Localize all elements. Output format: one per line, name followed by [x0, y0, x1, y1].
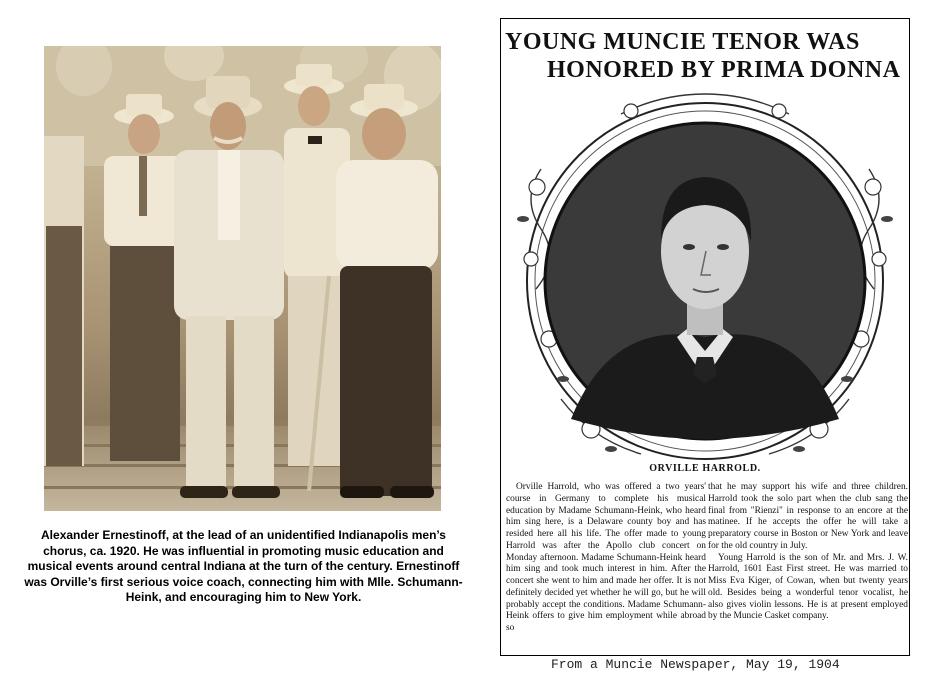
portrait-illustration [501, 19, 909, 479]
newspaper-credit: From a Muncie Newspaper, May 19, 1904 [551, 657, 840, 672]
article-column-1 [506, 482, 706, 635]
article-paragraph: that he may support his wife and three children. Harrold took the solo part when the club sang the final from "Rienzi" in response to an encore at the matinee. If he accepts the offer he will take a preparatory course in Boston or New York and leave for the old country in July. [708, 482, 908, 551]
chorus-photo-illustration [44, 46, 441, 511]
chorus-photograph [44, 46, 441, 511]
newspaper-clipping [500, 18, 910, 656]
portrait-name: ORVILLE HARROLD. [649, 463, 761, 474]
article-column-2 [708, 482, 908, 623]
photo-caption: Alexander Ernestinoff, at the lead of an unidentified Indianapolis men’s chorus, ca. 1920. He was influential in promoting music education and musical events around central Indiana at the turn of the century. Ernestinoff was Orville’s first serious voice coach, connecting him with Mlle. Schumann-Heink, and encouraging him to New York. [24, 528, 463, 605]
headline-line-1: YOUNG MUNCIE TENOR WAS [505, 29, 860, 55]
headline-line-2: HONORED BY PRIMA DONNA [547, 57, 901, 83]
article-paragraph: Young Harrold is the son of Mr. and Mrs. J. W. Harrold, 1601 East First street. He was married to Miss Eva Kiger, of Cowan, when but twenty years old. Besides being a wonderful tenor vocalist, he also gives violin lessons. He is at present employed by the Muncie Casket company. [708, 552, 908, 622]
article-paragraph: Orville Harrold, who was offered a two years' course in Germany to complete his musical education by Madame Schumann-Heink, who heard him sing here, is a Delaware county boy and has resided here all his life. The offer made to young Harrold was after the Apollo club concert on Monday afternoon. Madame Schumann-Heink heard him sing and took much interest in him. After the concert she went to him and made her offer. It is not definitely decided yet whether he will go, but he will probably accept the conditions. Madame Schumann-Heink offers to give him employment while abroad so [506, 482, 706, 633]
